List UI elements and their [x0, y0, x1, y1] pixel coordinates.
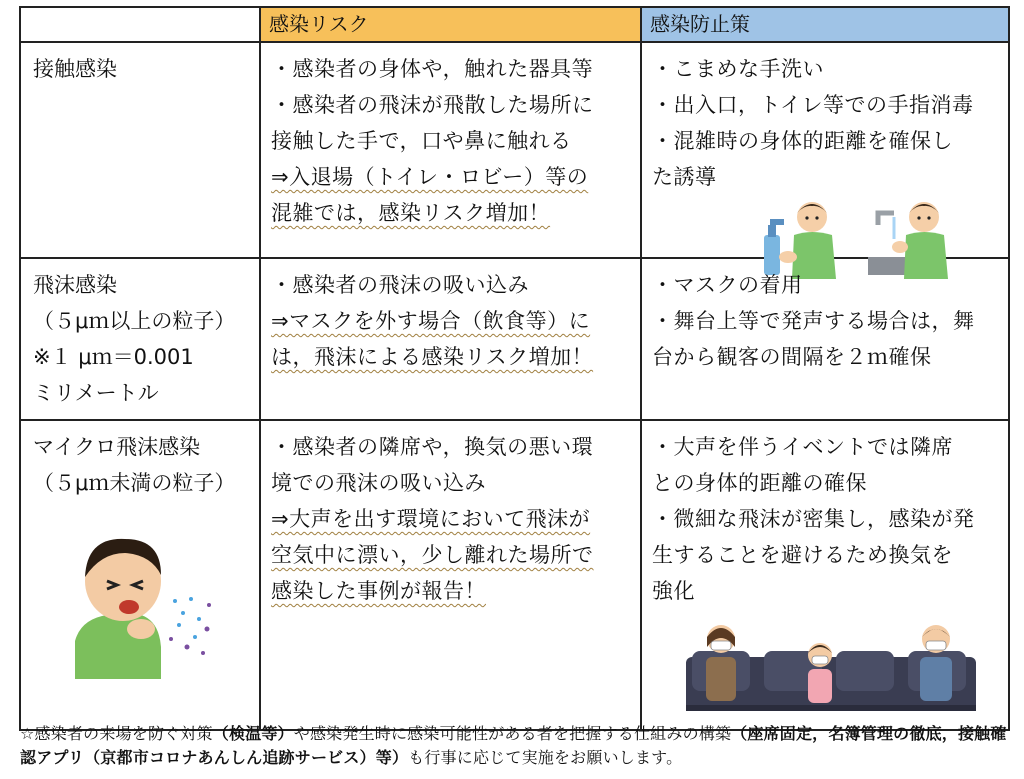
masked-audience-illustration: [686, 617, 976, 721]
infection-risk-table: [19, 6, 1010, 731]
prevention-line: ・舞台上等で発声する場合は，舞: [652, 309, 975, 333]
row-label-line: ミリメートル: [33, 381, 159, 405]
risk-line: 接触した手で，口や鼻に触れる: [271, 129, 572, 153]
prevention-line: 生することを避けるため換気を: [652, 543, 953, 567]
table-row-contact: [20, 42, 1009, 258]
prevention-line: 台から観客の間隔を２ｍ確保: [652, 345, 932, 369]
risk-line: 境での飛沫の吸い込み: [271, 471, 486, 495]
prevention-line: ・大声を伴うイベントでは隣席: [652, 435, 953, 459]
footer-text: も行事に応じて実施をお願いします。: [408, 748, 683, 767]
footer-text: や感染発生時に感染可能性がある者を把握する仕組みの構築: [293, 724, 732, 743]
risk-line-emphasis: 空気中に漂い，少し離れた場所で: [271, 543, 594, 567]
row-label-cell: [20, 42, 260, 258]
risk-line: ・感染者の飛沫が飛散した場所に: [271, 93, 594, 117]
row-label-line: （５μｍ以上の粒子）: [33, 309, 236, 333]
risk-line: ・感染者の隣席や，換気の悪い環: [271, 435, 594, 459]
risk-line-emphasis: ⇒入退場（トイレ・ロビー）等の: [271, 165, 589, 189]
footer-text-bold: （座席固定，名簿管理の徹底，接触確認アプリ（京都市コロナあんしん追跡サービス）等）: [20, 724, 1007, 767]
footer-text-bold: （検温等）: [212, 724, 294, 743]
row-label-line: 飛沫感染: [33, 273, 117, 297]
prevention-line: た誘導: [652, 165, 717, 189]
risk-cell: [260, 42, 641, 258]
header-blank-cell: [20, 7, 260, 42]
risk-cell: [260, 258, 641, 420]
risk-line-emphasis: 感染した事例が報告！: [271, 579, 486, 603]
prevention-line: ・こまめな手洗い: [652, 57, 824, 81]
risk-line: ・感染者の身体や，触れた器具等: [271, 57, 594, 81]
coughing-person-illustration: [67, 529, 217, 679]
risk-cell: [260, 420, 641, 730]
prevention-cell: [641, 420, 1009, 730]
risk-line: ・感染者の飛沫の吸い込み: [271, 273, 529, 297]
prevention-line: との身体的距離の確保: [652, 471, 867, 495]
footer-text: ☆感染者の来場を防ぐ対策: [20, 724, 213, 743]
table-header-row: [20, 7, 1009, 42]
risk-line-emphasis: ⇒マスクを外す場合（飲食等）に: [271, 309, 591, 333]
prevention-line: ・マスクの着用: [652, 273, 803, 297]
prevention-cell: [641, 258, 1009, 420]
row-label-cell: [20, 420, 260, 730]
prevention-line: 強化: [652, 579, 695, 603]
risk-line-emphasis: 混雑では，感染リスク増加！: [271, 201, 551, 225]
row-label-cell: [20, 258, 260, 420]
risk-line-emphasis: は，飛沫による感染リスク増加！: [271, 345, 594, 369]
row-label-line: マイクロ飛沫感染: [33, 435, 201, 459]
row-label-line: ※１ μｍ＝0.001: [33, 345, 194, 369]
footer-note: [20, 722, 1010, 770]
prevention-line: ・混雑時の身体的距離を確保し: [652, 129, 953, 153]
prevention-line: ・出入口，トイレ等での手指消毒: [652, 93, 974, 117]
prevention-line: ・微細な飛沫が密集し，感染が発: [652, 507, 975, 531]
table-row-micro-droplet: [20, 420, 1009, 730]
risk-line-emphasis: ⇒大声を出す環境において飛沫が: [271, 507, 591, 531]
row-label-line: （５μｍ未満の粒子）: [33, 471, 236, 495]
header-risk: 感染リスク: [260, 7, 641, 42]
row-label-line: 接触感染: [33, 57, 117, 81]
header-prevention: 感染防止策: [641, 7, 1009, 42]
prevention-cell: [641, 42, 1009, 258]
table-row-droplet: [20, 258, 1009, 420]
